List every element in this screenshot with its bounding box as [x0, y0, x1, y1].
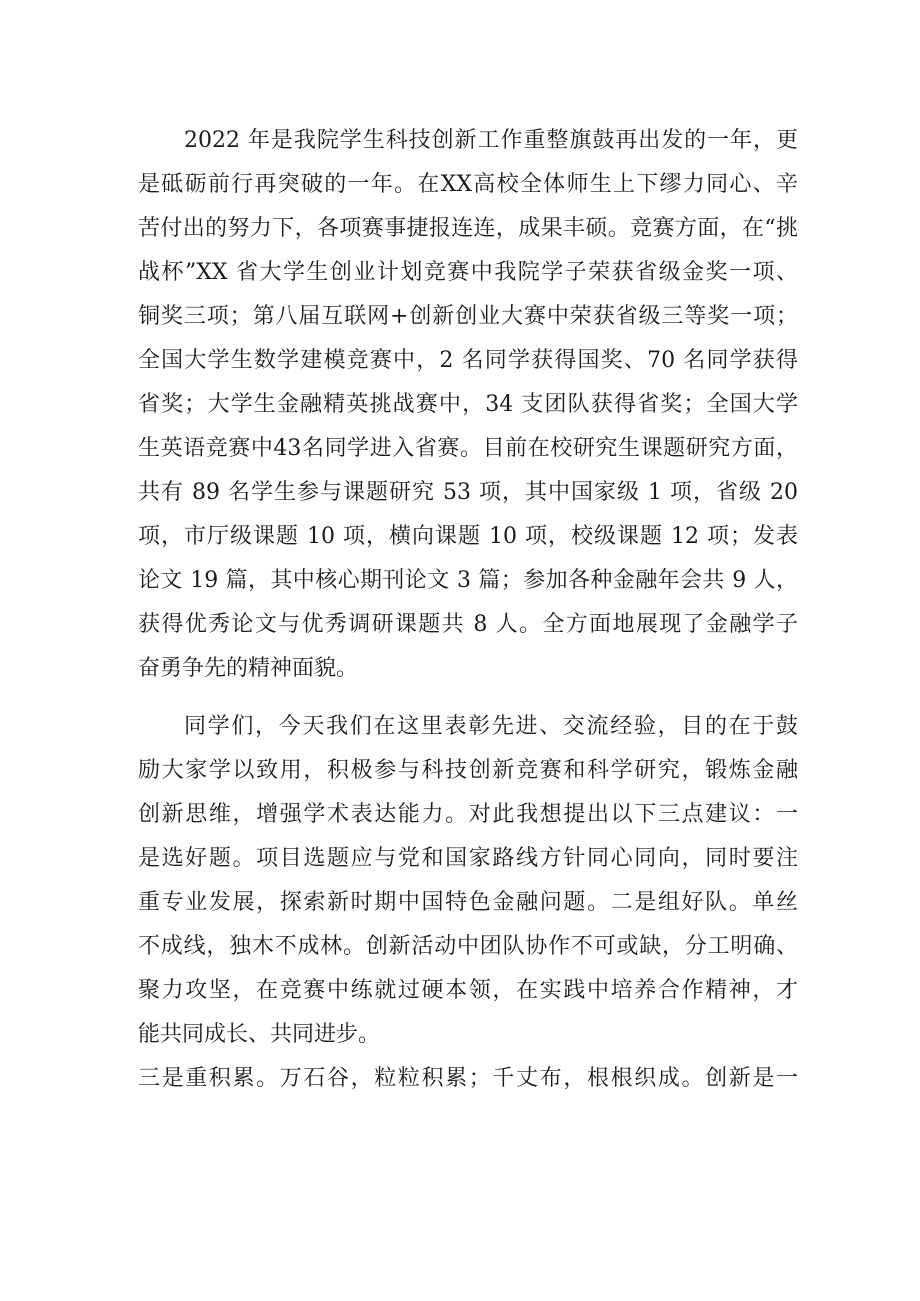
paragraph-1-line-3: 苦付出的努力下，各项赛事捷报连连，成果丰硕。竞赛方面，在“挑 — [138, 216, 798, 241]
paragraph-2-line-7: 聚力攻坚，在竞赛中练就过硬本领，在实践中培养合作精神，才 — [138, 978, 798, 1003]
paragraph-1-line-5: 铜奖三项；第八届互联网+创新创业大赛中荣获省级三等奖一项； — [138, 304, 798, 329]
paragraph-1-line-7: 省奖；大学生金融精英挑战赛中，34 支团队获得省奖；全国大学 — [138, 392, 798, 417]
paragraph-1-line-4: 战杯”XX 省大学生创业计划竞赛中我院学子荣获省级金奖一项、 — [138, 260, 798, 285]
paragraph-2-line-6: 不成线，独木不成林。创新活动中团队协作不可或缺，分工明确、 — [138, 934, 798, 959]
paragraph-1-line-12: 获得优秀论文与优秀调研课题共 8 人。全方面地展现了金融学子 — [138, 612, 798, 637]
paragraph-2-line-1: 同学们，今天我们在这里表彰先进、交流经验，目的在于鼓 — [184, 714, 798, 739]
paragraph-2-line-4: 是选好题。项目选题应与党和国家路线方针同心同向，同时要注 — [138, 846, 798, 871]
paragraph-2-line-2: 励大家学以致用，积极参与科技创新竞赛和科学研究，锻炼金融 — [138, 758, 798, 783]
paragraph-2-line-5: 重专业发展，探索新时期中国特色金融问题。二是组好队。单丝 — [138, 890, 798, 915]
paragraph-2-line-8: 能共同成长、共同进步。 — [138, 1022, 381, 1047]
paragraph-1-line-2: 是砥砺前行再突破的一年。在XX高校全体师生上下缪力同心、辛 — [138, 172, 798, 197]
paragraph-1-line-8: 生英语竞赛中43名同学进入省赛。目前在校研究生课题研究方面， — [138, 436, 798, 461]
paragraph-1-line-6: 全国大学生数学建模竞赛中，2 名同学获得国奖、70 名同学获得 — [138, 348, 798, 373]
paragraph-1-line-11: 论文 19 篇，其中核心期刊论文 3 篇；参加各种金融年会共 9 人， — [138, 568, 798, 593]
paragraph-1-line-10: 项，市厅级课题 10 项，横向课题 10 项，校级课题 12 项；发表 — [138, 524, 798, 549]
paragraph-1-line-9: 共有 89 名学生参与课题研究 53 项，其中国家级 1 项，省级 20 — [138, 480, 798, 505]
paragraph-3-line-1: 三是重积累。万石谷，粒粒积累；千丈布，根根织成。创新是一 — [138, 1066, 798, 1091]
paragraph-1-line-13: 奋勇争先的精神面貌。 — [138, 656, 359, 681]
paragraph-1-line-1: 2022 年是我院学生科技创新工作重整旗鼓再出发的一年，更 — [184, 128, 798, 153]
paragraph-2-line-3: 创新思维，增强学术表达能力。对此我想提出以下三点建议：一 — [138, 802, 798, 827]
